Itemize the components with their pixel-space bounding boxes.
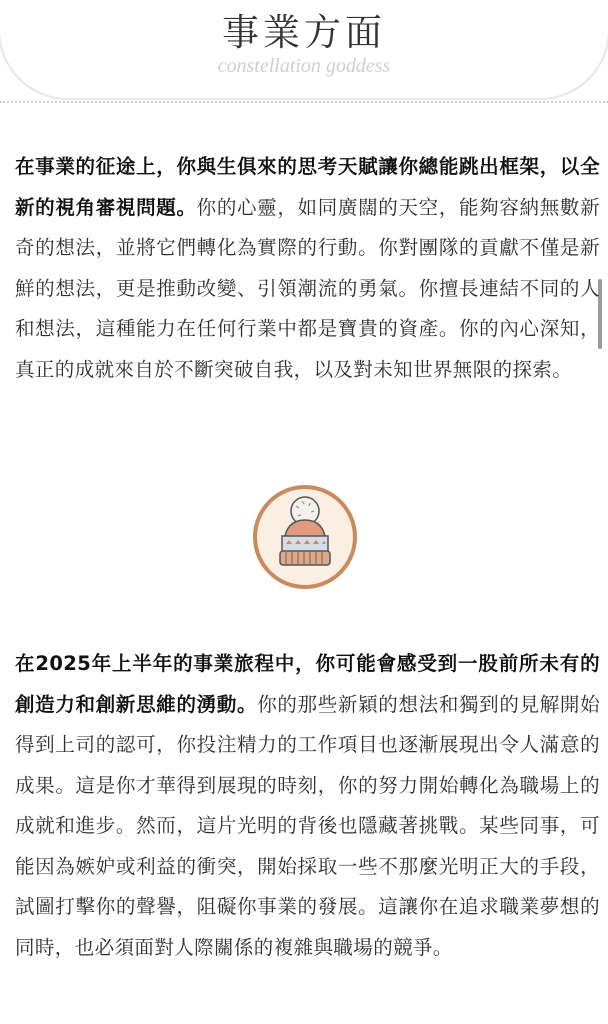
paragraph-lead: 在2025年上半年的事業旅程中，你可能會感受到一股前所未有的創造力和創新思維的湧動。 (15, 652, 600, 716)
page-title: 事業方面 (222, 11, 386, 54)
beanie-hat-illustration (252, 484, 358, 590)
career-paragraph-1 (15, 147, 600, 390)
page-subtitle: constellation goddess (217, 55, 391, 77)
beanie-hat-icon (252, 484, 358, 590)
paragraph-body: 你的心靈，如同廣闊的天空，能夠容納無數新奇的想法，並將它們轉化為實際的行動。你對團隊的貢獻不僅是新鮮的想法，更是推動改變、引領潮流的勇氣。你擅長連結不同的人和想法，這種能力在任何行業中都是寶貴的資產。你的內心深知，真正的成就來自於不斷突破自我，以及對未知世界無限的探索。 (15, 195, 600, 381)
career-paragraph-2 (15, 644, 600, 968)
paragraph-lead: 在事業的征途上，你與生俱來的思考天賦讓你總能跳出框架，以全新的視角審視問題。 (15, 155, 600, 219)
paragraph-body: 你的那些新穎的想法和獨到的見解開始得到上司的認可，你投注精力的工作項目也逐漸展現出令人滿意的成果。這是你才華得到展現的時刻，你的努力開始轉化為職場上的成就和進步。然而，這片光明的背後也隱藏著挑戰。某些同事，可能因為嫉妒或利益的衝突，開始採取一些不那麼光明正大的手段，試圖打擊你的聲譽，阻礙你事業的發展。這讓你在追求職業夢想的同時，也必須面對人際關係的複雜與職場的競爭。 (15, 692, 600, 959)
dotted-divider (0, 101, 608, 103)
